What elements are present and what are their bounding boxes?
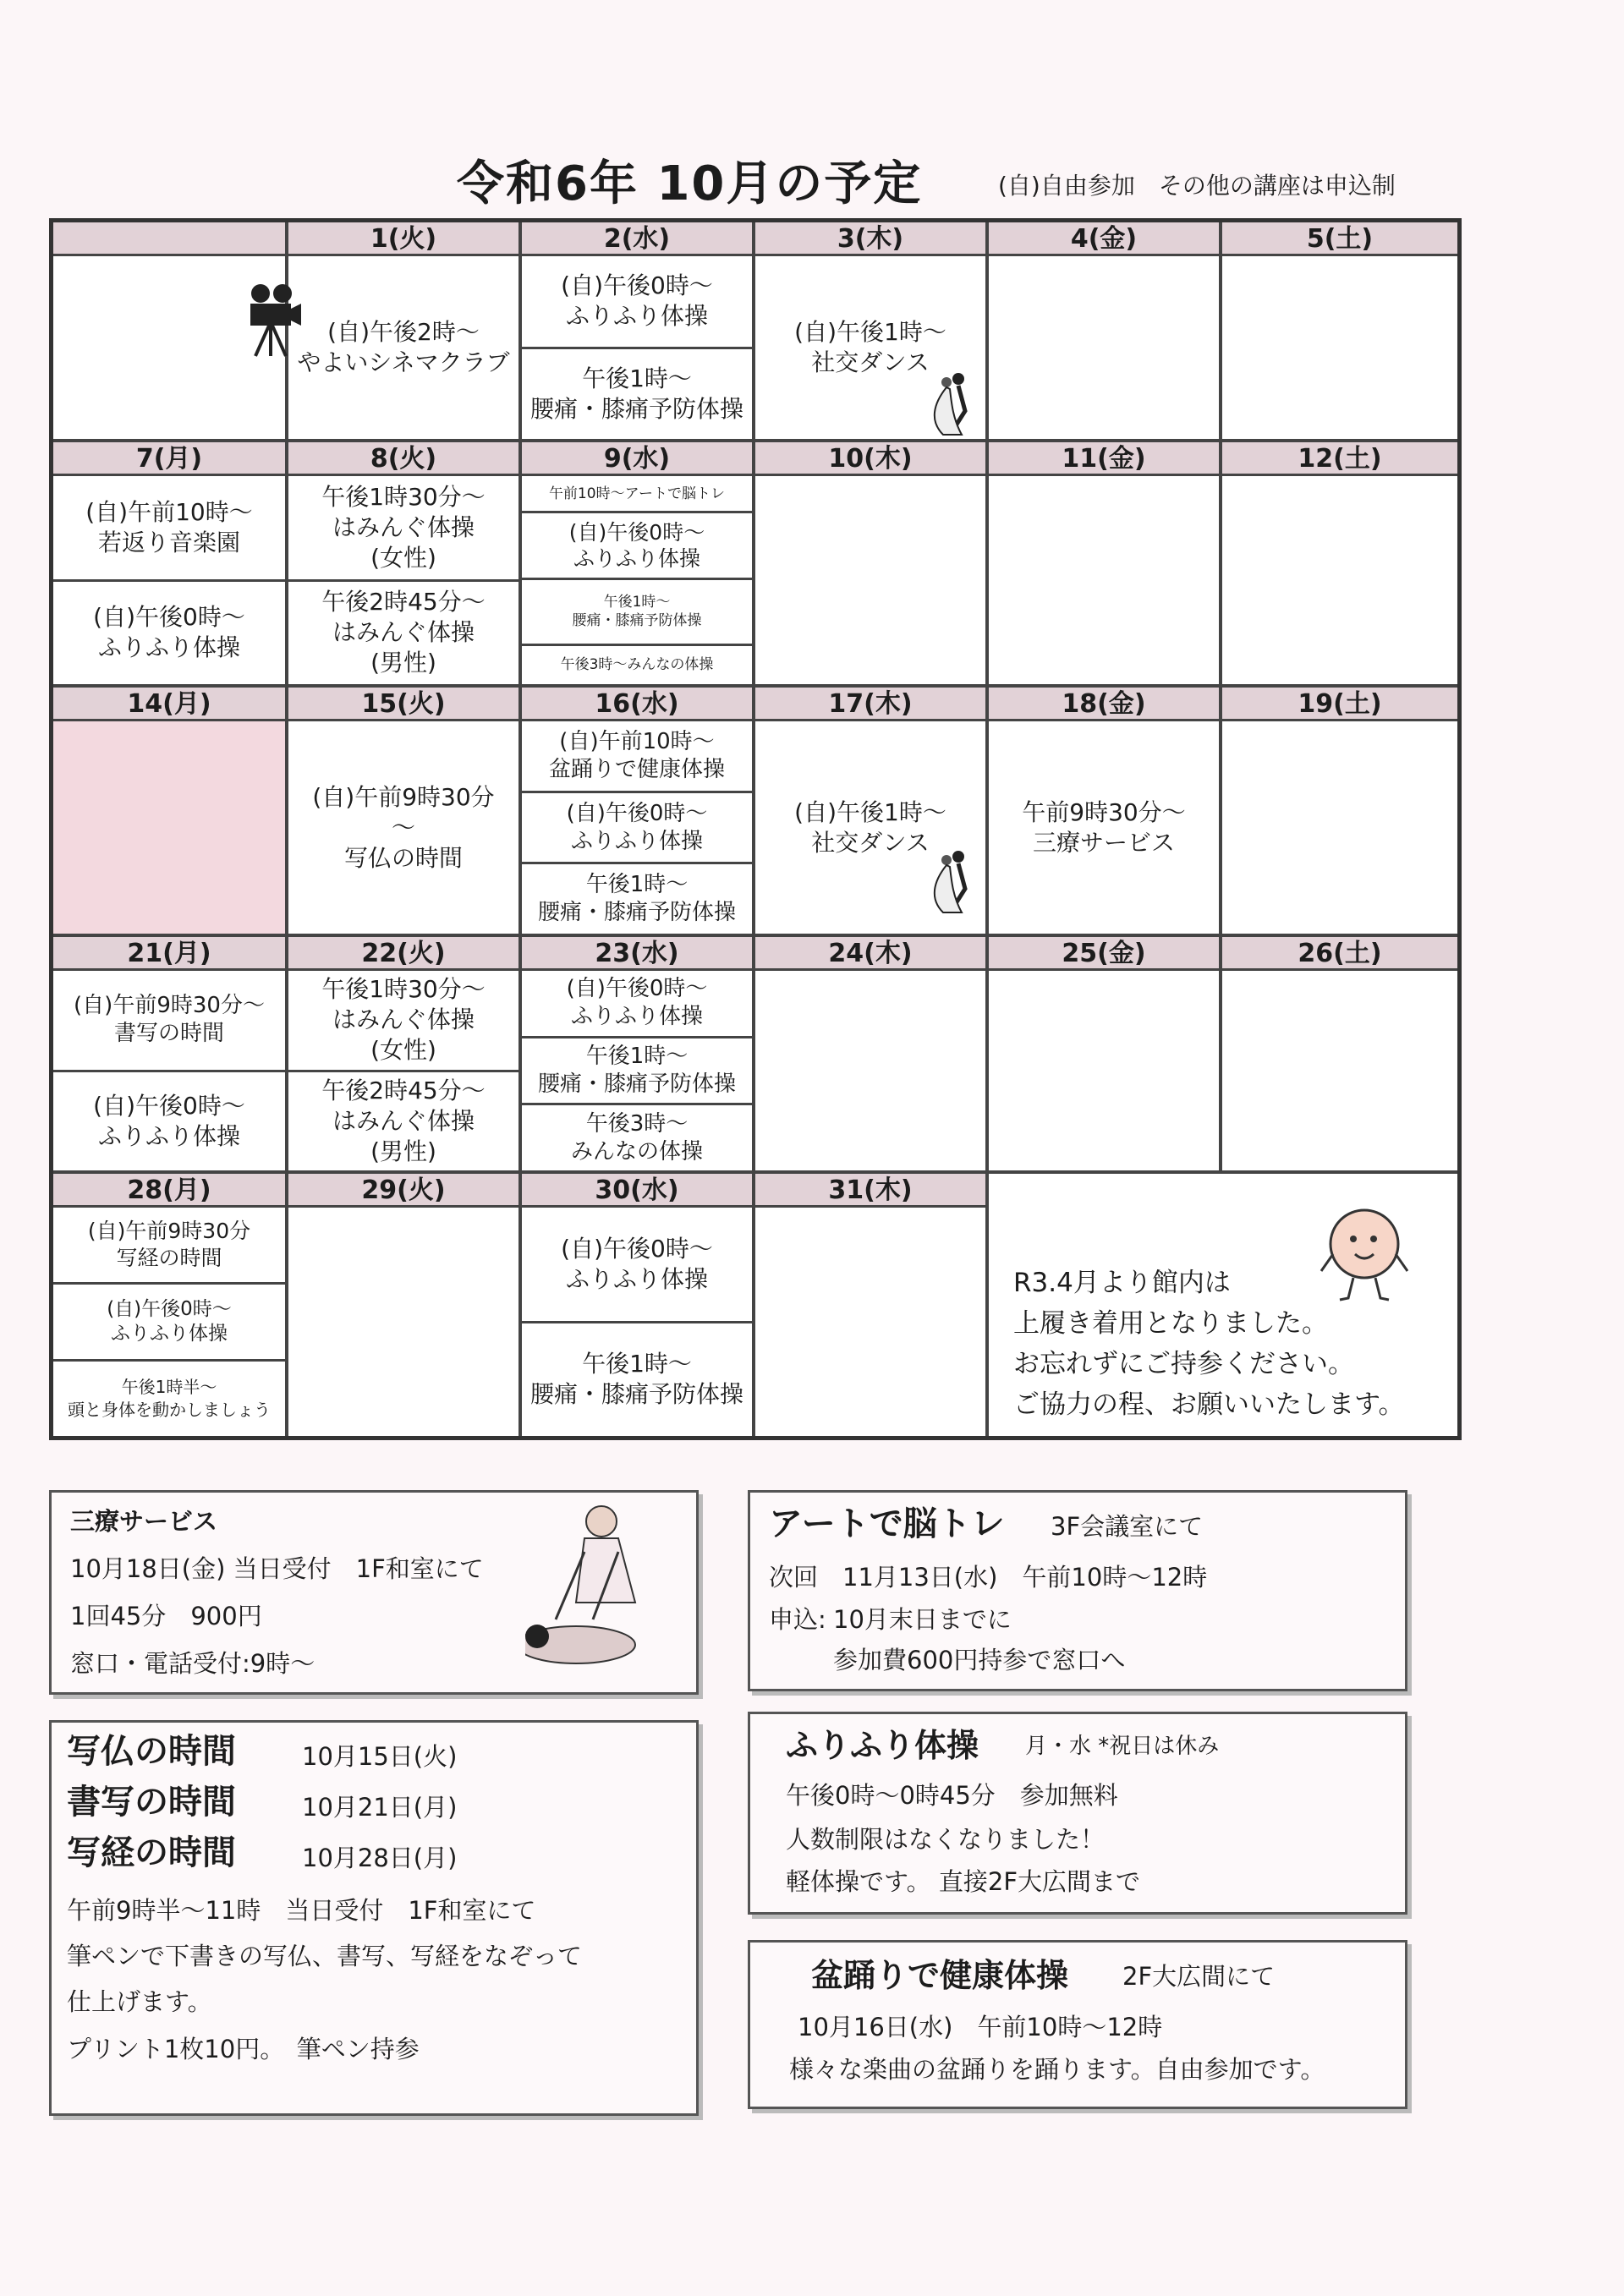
art-place: 3F会議室にて xyxy=(1051,1512,1204,1541)
day-cell-oct8 xyxy=(288,476,522,688)
day-cell-oct28 xyxy=(53,1208,288,1436)
day-cell-oct11 xyxy=(989,476,1222,688)
monthly-calendar xyxy=(49,218,1462,1440)
calligraphy-line-1: 午前9時半～11時 当日受付 1F和室にて xyxy=(67,1896,536,1925)
day-header: 18(金) xyxy=(989,688,1222,721)
day-cell-oct18 xyxy=(989,721,1222,937)
sanryo-line-2: 1回45分 900円 xyxy=(70,1602,262,1630)
furifuri-line-1: 午後0時～0時45分 参加無料 xyxy=(786,1781,1118,1810)
event-humming-men: 午後2時45分～ はみんぐ体操 (男性) xyxy=(288,1070,518,1171)
shakyo-date: 10月28日(月) xyxy=(302,1844,458,1872)
dancing-couple-icon xyxy=(924,848,984,916)
day-cell-oct31 xyxy=(755,1208,989,1436)
day-header: 16(水) xyxy=(522,688,755,721)
event-shabutsu: (自)午前9時30分 ～ 写仏の時間 xyxy=(312,782,495,872)
event-sanryo: 午前9時30分～ 三療サービス xyxy=(1022,797,1186,857)
day-cell-oct22 xyxy=(288,971,522,1174)
shosha-date: 10月21日(月) xyxy=(302,1793,458,1822)
art-line-3: 参加費600円持参で窓口へ xyxy=(833,1646,1126,1674)
event-everyone-exercise: 午後3時～みんなの体操 xyxy=(522,644,752,684)
sanryo-title: 三療サービス xyxy=(70,1507,218,1536)
event-music: (自)午前10時～ 若返り音楽園 xyxy=(85,497,253,556)
day-cell-oct5 xyxy=(1222,256,1457,442)
day-cell-oct25 xyxy=(989,971,1222,1174)
bon-dance-box xyxy=(748,1940,1407,2109)
art-apply-label: 申込: xyxy=(769,1605,826,1634)
day-cell-oct21 xyxy=(53,971,288,1174)
slipper-notice: R3.4月より館内は 上履き着用となりました。 お忘れずにご持参ください。 ご協力の程、お願いいたします。 xyxy=(1013,1268,1405,1420)
event-bon-dance: (自)午前10時～ 盆踊りで健康体操 xyxy=(548,728,725,782)
shabutsu-date: 10月15日(火) xyxy=(302,1742,458,1771)
day-header: 23(水) xyxy=(522,937,755,971)
day-header: 17(木) xyxy=(755,688,989,721)
event-humming-women: 午後1時30分～ はみんぐ体操 (女性) xyxy=(321,482,486,572)
day-header: 4(金) xyxy=(989,222,1222,256)
day-cell-oct7 xyxy=(53,476,288,688)
furifuri-days: 月・水 *祝日は休み xyxy=(1025,1734,1220,1759)
day-cell-oct30 xyxy=(522,1208,755,1436)
bon-place: 2F大広間にて xyxy=(1122,1962,1276,1991)
day-cell-oct29 xyxy=(288,1208,522,1436)
event-backpain-exercise: 午後1時～ 腰痛・膝痛予防体操 xyxy=(522,1321,752,1437)
massage-illustration-icon xyxy=(525,1501,686,1691)
day-header: 15(火) xyxy=(288,688,522,721)
calligraphy-line-2: 筆ペンで下書きの写仏、書写、写経をなぞって xyxy=(67,1942,583,1970)
day-header: 7(月) xyxy=(53,442,288,476)
day-header: 22(火) xyxy=(288,937,522,971)
calligraphy-box xyxy=(49,1720,699,2116)
shabutsu-title: 写仏の時間 xyxy=(67,1732,236,1771)
art-title: アートで脳トレ xyxy=(769,1504,1005,1543)
title-row xyxy=(0,151,1624,218)
day-cell-oct16 xyxy=(522,721,755,937)
day-cell-oct24 xyxy=(755,971,989,1174)
day-header: 8(火) xyxy=(288,442,522,476)
event-backpain-exercise: 午後1時～ 腰痛・膝痛予防体操 xyxy=(522,347,752,440)
event-humming-women: 午後1時30分～ はみんぐ体操 (女性) xyxy=(321,975,486,1065)
event-furifuri: (自)午後0時～ ふりふり体操 xyxy=(53,1070,285,1171)
event-social-dance: (自)午後1時～ 社交ダンス xyxy=(794,797,946,857)
day-header: 21(月) xyxy=(53,937,288,971)
sanryo-line-1: 10月18日(金) 当日受付 1F和室にて xyxy=(70,1554,484,1583)
sanryo-service-box xyxy=(49,1490,699,1695)
event-art: 午前10時～アートで脳トレ xyxy=(548,485,726,502)
day-cell-oct12 xyxy=(1222,476,1457,688)
day-cell-oct26 xyxy=(1222,971,1457,1174)
furifuri-line-2: 人数制限はなくなりました！ xyxy=(786,1825,1106,1854)
event-everyone-exercise: 午後3時～ みんなの体操 xyxy=(522,1103,752,1170)
calligraphy-line-3: 仕上げます。 xyxy=(67,1987,212,2016)
bon-line-1: 10月16日(水) 午前10時～12時 xyxy=(798,2013,1163,2041)
sanryo-line-3: 窓口・電話受付:9時～ xyxy=(70,1649,315,1678)
event-backpain-exercise: 午後1時～ 腰痛・膝痛予防体操 xyxy=(522,1036,752,1104)
day-header: 12(土) xyxy=(1222,442,1457,476)
day-header: 31(木) xyxy=(755,1174,989,1208)
bon-line-2: 様々な楽曲の盆踊りを踊ります。自由参加です。 xyxy=(789,2055,1325,2084)
participation-note: (自)自由参加 その他の講座は申込制 xyxy=(998,172,1396,200)
day-cell-oct9 xyxy=(522,476,755,688)
day-header: 25(金) xyxy=(989,937,1222,971)
calligraphy-line-4: プリント1枚10円。 筆ペン持参 xyxy=(67,2035,420,2063)
event-social-dance: (自)午後1時～ 社交ダンス xyxy=(794,318,946,376)
day-header: 5(土) xyxy=(1222,222,1457,256)
day-header: 30(水) xyxy=(522,1174,755,1208)
day-header: 1(火) xyxy=(288,222,522,256)
day-cell-oct2 xyxy=(522,256,755,442)
day-cell-oct14-holiday xyxy=(53,721,288,937)
art-line-2: 10月末日までに xyxy=(833,1605,1012,1634)
event-furifuri: (自)午後0時～ ふりふり体操 xyxy=(561,1234,713,1293)
day-header: 29(火) xyxy=(288,1174,522,1208)
day-cell-oct15 xyxy=(288,721,522,937)
dancing-couple-icon xyxy=(924,370,984,438)
event-humming-men: 午後2時45分～ はみんぐ体操 (男性) xyxy=(288,579,518,685)
calendar-header-blank xyxy=(53,222,288,256)
day-cell-oct4 xyxy=(989,256,1222,442)
bon-title: 盆踊りで健康体操 xyxy=(811,1957,1069,1994)
event-backpain-exercise: 午後1時～ 腰痛・膝痛予防体操 xyxy=(522,862,752,934)
event-furifuri: (自)午後0時～ ふりふり体操 xyxy=(561,271,713,331)
furifuri-title: ふりふり体操 xyxy=(786,1727,979,1764)
event-furifuri: (自)午後0時～ ふりふり体操 xyxy=(566,976,708,1030)
day-header: 2(水) xyxy=(522,222,755,256)
day-header: 10(木) xyxy=(755,442,989,476)
event-furifuri: (自)午後0時～ ふりふり体操 xyxy=(522,511,752,577)
day-header: 14(月) xyxy=(53,688,288,721)
event-cinema-club: (自)午後2時～ やよいシネマクラブ xyxy=(297,318,510,376)
furifuri-line-3: 軽体操です。 直接2F大広間まで xyxy=(786,1867,1141,1896)
day-header: 24(木) xyxy=(755,937,989,971)
event-shosha: (自)午前9時30分～ 書写の時間 xyxy=(74,993,265,1047)
day-cell-oct23 xyxy=(522,971,755,1174)
day-header: 28(月) xyxy=(53,1174,288,1208)
event-furifuri: (自)午後0時～ ふりふり体操 xyxy=(53,1282,285,1359)
day-header: 26(土) xyxy=(1222,937,1457,971)
day-header: 19(土) xyxy=(1222,688,1457,721)
event-furifuri: (自)午後0時～ ふりふり体操 xyxy=(53,579,285,685)
event-furifuri: (自)午後0時～ ふりふり体操 xyxy=(522,791,752,863)
day-header: 9(水) xyxy=(522,442,755,476)
day-header: 11(金) xyxy=(989,442,1222,476)
day-cell-oct10 xyxy=(755,476,989,688)
art-brain-training-box xyxy=(748,1490,1407,1691)
shosha-title: 書写の時間 xyxy=(67,1783,236,1822)
day-cell-oct19 xyxy=(1222,721,1457,937)
day-cell-oct1 xyxy=(288,256,522,442)
movie-camera-icon xyxy=(244,282,303,358)
day-header: 3(木) xyxy=(755,222,989,256)
event-backpain-exercise: 午後1時～ 腰痛・膝痛予防体操 xyxy=(522,578,752,644)
day-header-blank xyxy=(989,1174,1457,1208)
art-line-1: 次回 11月13日(水) 午前10時～12時 xyxy=(769,1563,1208,1592)
shakyo-title: 写経の時間 xyxy=(67,1833,236,1872)
event-shakyo: (自)午前9時30分 写経の時間 xyxy=(87,1219,251,1270)
mascot-character-icon xyxy=(1318,1203,1411,1305)
event-brain-body: 午後1時半～ 頭と身体を動かしましょう xyxy=(53,1359,285,1436)
page-title: 令和6年 10月の予定 xyxy=(457,156,923,211)
furifuri-box xyxy=(748,1712,1407,1915)
